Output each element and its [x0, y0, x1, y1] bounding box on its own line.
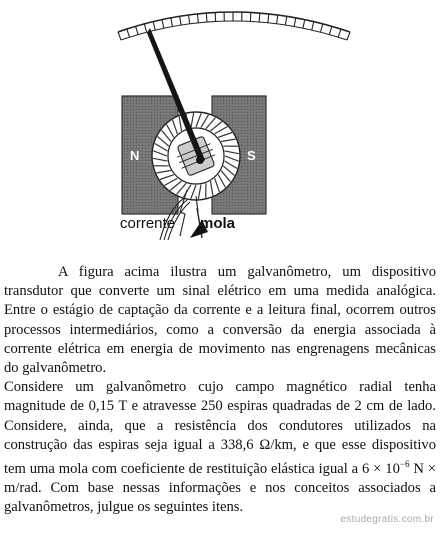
- label-corrente: corrente: [120, 215, 176, 232]
- question-text: [4, 263, 436, 518]
- exponent: −6: [399, 459, 410, 470]
- label-mola: mola: [200, 215, 236, 232]
- paragraph-problem: [4, 378, 436, 517]
- problem-text-part1: Considere um galvanômetro cujo campo magnético radial tenha magnitude de 0,15 T e atravesse 250 espiras quadradas de 2 cm de lado. Considere, ainda, que a resistência dos condutores utilizados na construção das espiras seja igual a 338,6 Ω/km, e que esse dispositivo tem uma mola com coeficiente de restituição elástica igual a 6 × 10: [4, 379, 436, 477]
- armature: [152, 112, 240, 200]
- paragraph-intro: A figura acima ilustra um galvanômetro, um dispositivo transdutor que converte um sinal elétrico em uma medida analógica. Entre o estágio de captação da corrente e a leitura final, ocorrem outros processos intermediários, como a conversão da energia associada à corrente elétrica em energia de movimento nas engrenagens mecânicas do galvanômetro.: [4, 264, 436, 377]
- watermark: estudegratis.com.br: [340, 514, 434, 525]
- galvanometer-figure: [0, 0, 440, 265]
- label-south: S: [247, 148, 256, 163]
- problem-text-part2: N × m/rad. Com base nessas informações e nos conceitos associados a galvanômetros, julgue os seguintes itens.: [4, 460, 436, 516]
- label-north: N: [130, 148, 140, 163]
